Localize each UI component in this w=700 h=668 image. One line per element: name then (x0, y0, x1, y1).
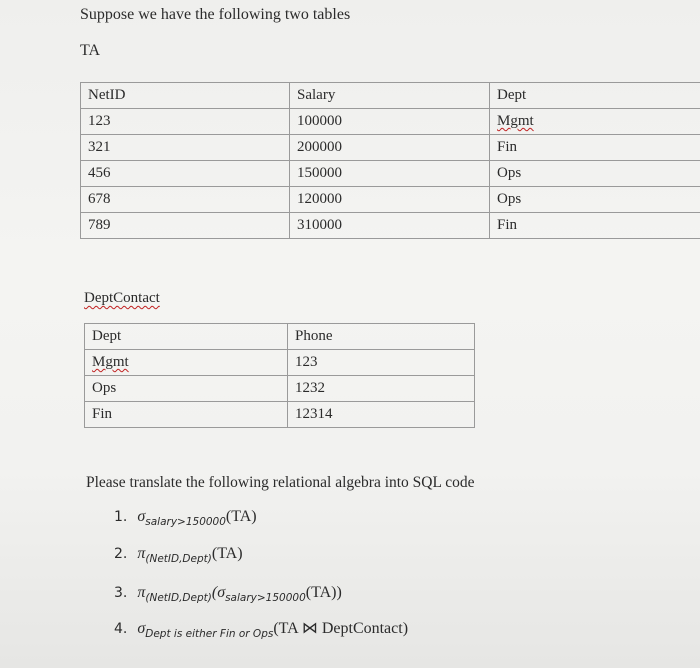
table-cell: 1232 (288, 376, 475, 402)
table-row (81, 109, 700, 135)
table-cell: Ops (490, 161, 700, 187)
projection-operator: π (137, 545, 146, 562)
table-cell: 100000 (290, 109, 490, 135)
table-header-row (85, 324, 475, 350)
table-row (85, 376, 475, 402)
question-2 (114, 545, 243, 563)
header-cell: Salary (290, 83, 490, 109)
intro-text: Suppose we have the following two tables (80, 6, 351, 23)
table-cell: 200000 (290, 135, 490, 161)
operator-subscript: Dept is either Fin or Ops (145, 628, 274, 640)
table-cell: 120000 (290, 187, 490, 213)
operator-subscript: salary>150000 (145, 516, 226, 528)
table-row (81, 135, 700, 161)
operator-argument: (TA ⋈ DeptContact) (273, 620, 409, 637)
question-number: 4. (114, 621, 128, 637)
operator-argument: (TA) (225, 508, 257, 525)
table-cell: Ops (490, 187, 700, 213)
table-cell: Fin (85, 402, 288, 428)
instruction-text: Please translate the following relational algebra into SQL code (86, 474, 475, 491)
selection-operator: (σ (211, 584, 226, 601)
operator-subscript: (NetID,Dept) (145, 592, 212, 604)
table-cell-text: Mgmt (92, 354, 129, 370)
table-row (85, 350, 475, 376)
operator-argument: (TA) (211, 545, 243, 562)
deptcontact-table-label: DeptContact (84, 290, 160, 306)
operator-subscript: (NetID,Dept) (145, 553, 212, 565)
header-cell: Phone (288, 324, 475, 350)
table-row (81, 187, 700, 213)
table-cell: 789 (81, 213, 290, 239)
table-cell: Ops (85, 376, 288, 402)
ta-table (80, 82, 700, 239)
table-row (85, 402, 475, 428)
header-cell: Dept (490, 83, 700, 109)
table-cell-text: Mgmt (497, 113, 534, 129)
question-1 (114, 508, 257, 526)
selection-operator: σ (137, 508, 146, 525)
table-cell: 678 (81, 187, 290, 213)
table-cell: 123 (81, 109, 290, 135)
table-cell: 150000 (290, 161, 490, 187)
table-header-row (81, 83, 700, 109)
selection-operator: σ (137, 620, 146, 637)
table-cell: 456 (81, 161, 290, 187)
question-number: 3. (114, 585, 128, 601)
table-cell: 310000 (290, 213, 490, 239)
header-cell: NetID (81, 83, 290, 109)
table-cell (85, 350, 288, 376)
question-4 (114, 618, 408, 638)
table-cell: 123 (288, 350, 475, 376)
table-row (81, 161, 700, 187)
table-cell: 321 (81, 135, 290, 161)
table-cell: Fin (490, 135, 700, 161)
deptcontact-table (84, 323, 475, 428)
ta-table-label: TA (80, 42, 101, 59)
table-row (81, 213, 700, 239)
projection-operator: π (137, 584, 146, 601)
table-cell: Fin (490, 213, 700, 239)
table-cell (490, 109, 700, 135)
operator-subscript: salary>150000 (225, 592, 306, 604)
header-cell: Dept (85, 324, 288, 350)
question-number: 1. (114, 509, 128, 525)
operator-argument: (TA)) (305, 584, 342, 601)
table-cell: 12314 (288, 402, 475, 428)
question-3 (114, 584, 342, 602)
question-number: 2. (114, 546, 128, 562)
